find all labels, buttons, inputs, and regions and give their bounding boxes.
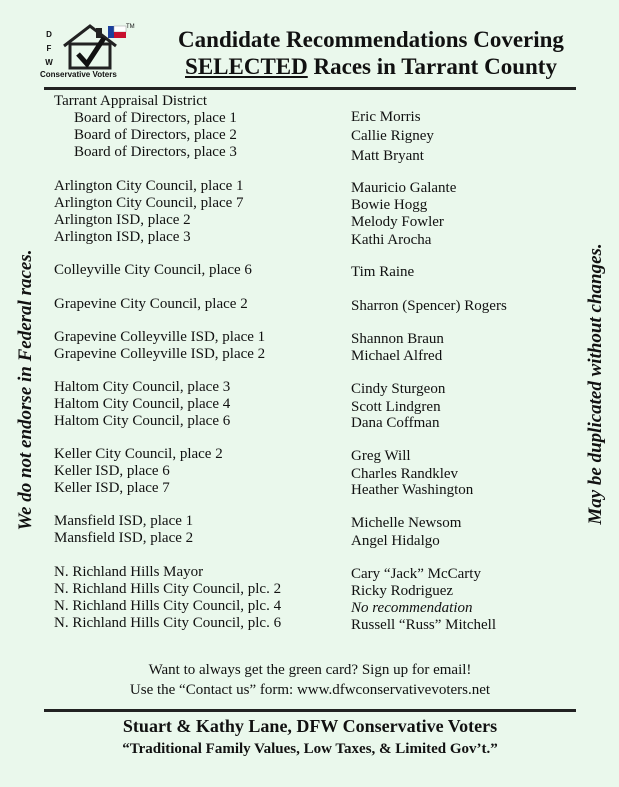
title-emphasis: SELECTED [185,54,308,79]
recommended-candidate: Greg Will [351,448,411,464]
recommended-candidate: Bowie Hogg [351,197,428,213]
race-office: Haltom City Council, place 4 [54,396,231,412]
logo-org-name: Conservative Voters [40,70,117,79]
recommended-candidate: Michael Alfred [351,348,443,364]
recommended-candidate: Russell “Russ” Mitchell [351,617,496,633]
race-office: Arlington ISD, place 3 [54,229,191,245]
email-signup-note [44,660,576,700]
race-office: Colleyville City Council, place 6 [54,262,252,278]
logo-letters [44,28,54,70]
recommended-candidate: Tim Raine [351,264,415,280]
race-office: Keller City Council, place 2 [54,446,223,462]
recommended-candidate: Callie Rigney [351,128,434,144]
title-line-1: Candidate Recommendations Covering [178,27,564,52]
no-recommendation: No recommendation [351,600,473,616]
recommended-candidate: Michelle Newsom [351,515,462,531]
race-office: N. Richland Hills Mayor [54,564,204,580]
signature-slogan: “Traditional Family Values, Low Taxes, & Limited Gov’t.” [122,741,498,757]
race-office: Arlington ISD, place 2 [54,212,191,228]
recommended-candidate: Matt Bryant [351,148,424,164]
recommended-candidate: Angel Hidalgo [351,533,440,549]
race-office: Tarrant Appraisal District [54,93,208,109]
recommended-candidate: Kathi Arocha [351,232,432,248]
race-office: Keller ISD, place 7 [54,480,170,496]
race-office: Grapevine Colleyville ISD, place 1 [54,329,266,345]
recommended-candidate: Melody Fowler [351,214,444,230]
race-office: Board of Directors, place 1 [74,110,237,126]
trademark-mark: TM [126,24,135,30]
race-office: Grapevine City Council, place 2 [54,296,248,312]
bottom-divider [44,709,576,712]
recommended-candidate: Dana Coffman [351,415,440,431]
house-check-icon [60,22,128,72]
logo [40,22,140,84]
page-title [140,26,602,80]
signature-line-1: Stuart & Kathy Lane, DFW Conservative Voters [122,716,498,736]
race-office: N. Richland Hills City Council, plc. 6 [54,615,282,631]
race-office: Board of Directors, place 3 [74,144,237,160]
race-office: Mansfield ISD, place 1 [54,513,194,529]
recommended-candidate: Ricky Rodriguez [351,583,454,599]
recommended-candidate: Sharron (Spencer) Rogers [351,298,507,314]
race-office: Board of Directors, place 2 [74,127,237,143]
recommended-candidate: Eric Morris [351,109,421,125]
footer-line-1: Want to always get the green card? Sign up for email! [148,662,472,678]
title-line-2-rest: Races in Tarrant County [307,54,557,79]
recommended-candidate: Charles Randklev [351,466,459,482]
logo-letter-w: W [45,58,53,67]
recommended-candidate: Shannon Braun [351,331,444,347]
recommended-candidate: Mauricio Galante [351,180,457,196]
title-line-2 [140,53,602,80]
top-divider [44,87,576,90]
footer-line-2: Use the “Contact us” form: www.dfwconservativevoters.net [129,682,491,698]
race-office: Keller ISD, place 6 [54,463,170,479]
logo-letter-d: D [46,30,52,39]
race-office: Mansfield ISD, place 2 [54,530,194,546]
race-office: Arlington City Council, place 1 [54,178,244,194]
race-office: Arlington City Council, place 7 [54,195,244,211]
side-note-right: May be duplicated without changes. [585,243,606,525]
race-office: N. Richland Hills City Council, plc. 4 [54,598,282,614]
race-office: Grapevine Colleyville ISD, place 2 [54,346,266,362]
race-office: Haltom City Council, place 3 [54,379,231,395]
recommended-candidate: Heather Washington [351,482,474,498]
race-office: Haltom City Council, place 6 [54,413,231,429]
race-office: N. Richland Hills City Council, plc. 2 [54,581,282,597]
recommended-candidate: Scott Lindgren [351,399,441,415]
side-note-left: We do not endorse in Federal races. [15,249,36,531]
logo-letter-f: F [46,44,52,53]
recommended-candidate: Cary “Jack” McCarty [351,566,481,582]
recommended-candidate: Cindy Sturgeon [351,381,446,397]
